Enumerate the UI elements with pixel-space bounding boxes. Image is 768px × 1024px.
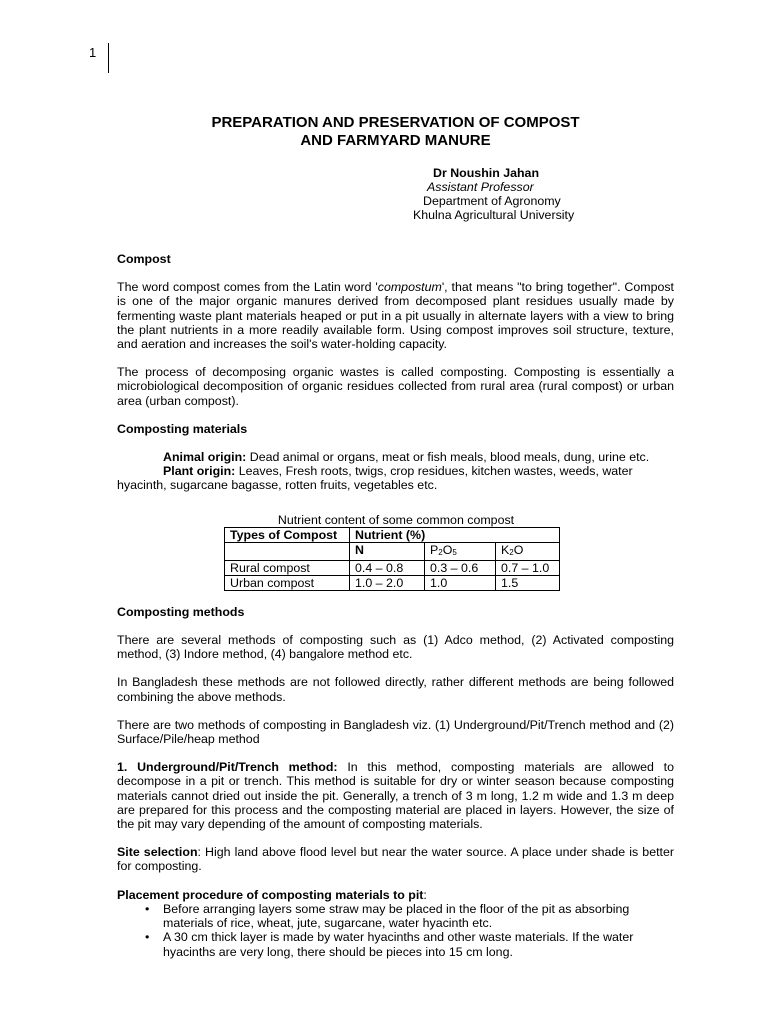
table-subheader-row (225, 542, 560, 560)
cell-k: 0.7 – 1.0 (496, 560, 560, 575)
underground-method-text: In this method, composting materials are allowed to decompose in a pit or trench. This method is suitable for dry or winter season because composting materials cannot dried out inside the pit. Generally, a trench of 3 m long, 1.2 m wide and 1.3 m deep are prepared for this process and the composting material are placed in layers. However, the size of the pit may vary depending of the amount of composting materials. (117, 760, 674, 832)
heading-compost: Compost (117, 252, 171, 266)
animal-origin-line (117, 450, 674, 464)
placement-bullet-list (117, 902, 674, 959)
list-item: • A 30 cm thick layer is made by water hyacinths and other waste materials. If the water hyacinths are very long, there should be pieces into 15 cm long. (163, 930, 674, 958)
animal-origin-text: Dead animal or organs, meat or fish meals, blood meals, dung, urine etc. (246, 450, 650, 465)
author-university: Khulna Agricultural University (413, 208, 575, 222)
author-role: Assistant Professor (427, 180, 534, 194)
plant-origin-label: Plant origin: (163, 464, 236, 479)
placement-procedure-label: Placement procedure of composting materials to pit (117, 887, 424, 902)
page-number-divider (108, 43, 109, 73)
placement-procedure-heading (117, 888, 674, 902)
cell-k: 1.5 (496, 575, 560, 590)
compost-p1-start: The word compost comes from the Latin word ' (117, 280, 378, 295)
heading-composting-methods: Composting methods (117, 604, 245, 619)
page-number: 1 (89, 45, 97, 60)
site-selection-paragraph (117, 845, 674, 873)
heading-composting-materials: Composting materials (117, 421, 248, 436)
table-row (225, 575, 560, 590)
subheader-n: N (350, 542, 425, 560)
compost-paragraph-1 (117, 280, 674, 351)
table-row (225, 560, 560, 575)
author-department: Department of Agronomy (423, 194, 561, 208)
methods-paragraph-1: There are several methods of composting such as (1) Adco method, (2) Activated composting method, (3) Indore method, (4) bangalore method etc. (117, 633, 674, 662)
site-selection-text: : High land above flood level but near the water source. A place under shade is better for composting. (117, 845, 674, 874)
underground-method-label: 1. Underground/Pit/Trench method: (117, 760, 338, 775)
subheader-blank (225, 542, 350, 560)
header-nutrient: Nutrient (%) (350, 527, 560, 542)
compost-latin-word: compostum (377, 280, 442, 295)
underground-method-paragraph (117, 760, 674, 831)
plant-origin-line (117, 464, 674, 492)
cell-p: 0.3 – 0.6 (425, 560, 496, 575)
cell-n: 0.4 – 0.8 (350, 560, 425, 575)
animal-origin-label: Animal origin: (163, 450, 247, 465)
header-types-of-compost: Types of Compost (225, 527, 350, 542)
placement-procedure-colon: : (423, 887, 427, 902)
site-selection-label: Site selection (117, 845, 198, 860)
cell-n: 1.0 – 2.0 (350, 575, 425, 590)
author-name: Dr Noushin Jahan (433, 166, 540, 180)
document-body (117, 114, 674, 959)
list-item: • Before arranging layers some straw may be placed in the floor of the pit as absorbing materials of rice, wheat, jute, sugarcane, water hyacinth etc. (163, 902, 674, 930)
document-title-line-1: PREPARATION AND PRESERVATION OF COMPOST (211, 114, 580, 131)
table-header-row (225, 527, 560, 542)
compost-p1-end: ', that means "to bring together". Compost is one of the major organic manures derived from decomposed plant residues usually made by fermenting waste plant materials heaped or put in a pit usually in alternate layers with a view to bring the plant nutrients in a more readily available form. Using compost improves soil structure, texture, and aeration and increases the soil's water-holding capacity. (117, 280, 674, 352)
document-title-line-2: AND FARMYARD MANURE (300, 132, 491, 149)
methods-paragraph-3: There are two methods of composting in Bangladesh viz. (1) Underground/Pit/Trench method and (2) Surface/Pile/heap method (117, 717, 674, 747)
cell-type: Urban compost (225, 575, 350, 590)
plant-origin-text: Leaves, Fresh roots, twigs, crop residues, kitchen wastes, weeds, water hyacinth, sugarcane bagasse, rotten fruits, vegetables etc. (117, 464, 633, 493)
subheader-p2o5: $P_2O_5$ (425, 542, 496, 560)
methods-paragraph-2: In Bangladesh these methods are not followed directly, rather different methods are being followed combining the above methods. (117, 675, 674, 704)
cell-type: Rural compost (225, 560, 350, 575)
nutrient-table (224, 527, 560, 591)
table-caption: Nutrient content of some common compost (277, 512, 515, 527)
compost-paragraph-2: The process of decomposing organic wastes is called composting. Composting is essentially a microbiological decomposition of organic residues collected from rural area (rural compost) or urban area (urban compost). (117, 365, 674, 408)
author-block (413, 166, 674, 222)
subheader-k2o: $K_2O$ (496, 542, 560, 560)
cell-p: 1.0 (425, 575, 496, 590)
